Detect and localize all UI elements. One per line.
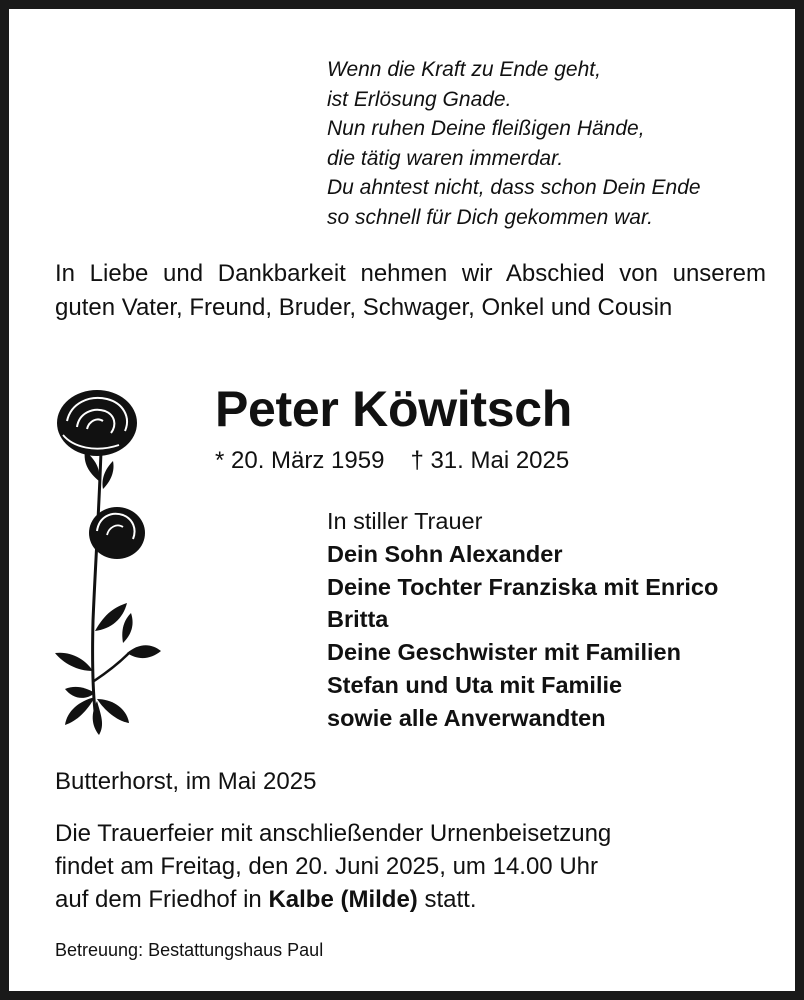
birth-date: * 20. März 1959 [215, 447, 385, 474]
deceased-name: Peter Köwitsch [215, 381, 573, 437]
death-date: † 31. Mai 2025 [410, 447, 570, 474]
poem-line: Nun ruhen Deine fleißigen Hände, [327, 117, 645, 141]
poem-line: so schnell für Dich gekommen war. [327, 205, 654, 229]
cemetery-location: Kalbe (Milde) [268, 886, 418, 913]
poem-line: Wenn die Kraft zu Ende geht, [327, 58, 601, 81]
ceremony-info [55, 817, 775, 916]
rose-icon [49, 381, 167, 741]
mourning-lead: In stiller Trauer [327, 508, 483, 534]
poem [327, 55, 767, 233]
ceremony-line: Die Trauerfeier mit anschließender Urnenbeisetzung [55, 820, 612, 847]
poem-line: die tätig waren immerdar. [327, 146, 564, 170]
mourners-block [327, 505, 787, 735]
mourner-line: Britta [327, 606, 389, 633]
funeral-home: Betreuung: Bestattungshaus Paul [55, 940, 324, 960]
mourner-line: Deine Tochter Franziska mit Enrico [327, 573, 719, 600]
poem-line: ist Erlösung Gnade. [327, 87, 512, 111]
life-dates [215, 445, 775, 477]
mourner-line: Stefan und Uta mit Familie [327, 671, 623, 698]
mourner-line: sowie alle Anverwandten [327, 704, 606, 731]
poem-line: Du ahntest nicht, dass schon Dein Ende [327, 176, 701, 200]
mourner-line: Deine Geschwister mit Familien [327, 639, 681, 666]
ceremony-line: findet am Freitag, den 20. Juni 2025, um 14.00 Uhr [55, 853, 598, 880]
ceremony-line [55, 883, 775, 916]
intro-text: In Liebe und Dankbarkeit nehmen wir Abschied von unserem guten Vater, Freund, Bruder, Schwager, Onkel und Cousin [55, 260, 766, 321]
mourner-line: Dein Sohn Alexander [327, 540, 563, 567]
ceremony-text: statt. [417, 886, 477, 913]
place-date: Butterhorst, im Mai 2025 [55, 768, 317, 795]
ceremony-text: auf dem Friedhof in [55, 886, 269, 913]
